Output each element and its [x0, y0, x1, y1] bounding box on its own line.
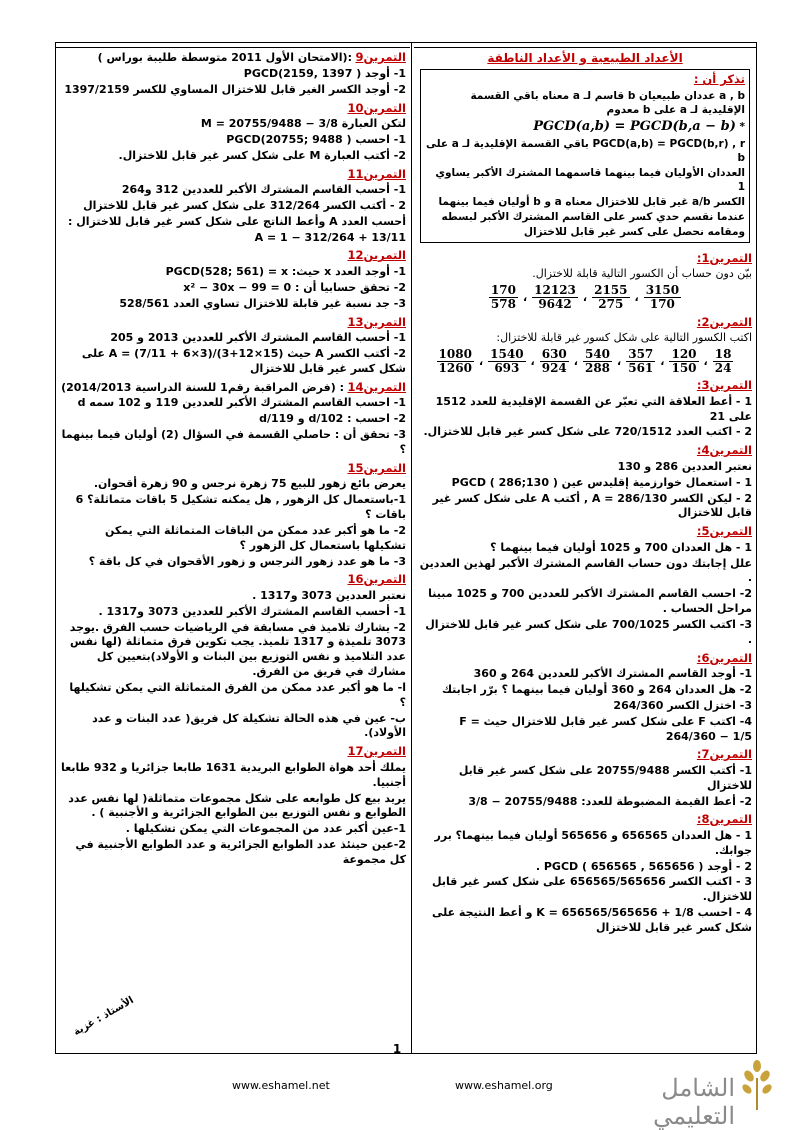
fraction-numerator: 1080	[438, 346, 472, 361]
fraction-numerator: 357	[628, 346, 654, 361]
question: نعتبر العددين 286 و 130	[617, 459, 752, 473]
separator: ،	[703, 354, 708, 368]
fraction-denominator: 693	[494, 361, 520, 376]
worksheet-page	[55, 42, 757, 1054]
fraction-denominator: 1260	[438, 361, 472, 376]
fraction	[437, 348, 474, 375]
fraction-denominator: 924	[541, 361, 567, 376]
exercise-17	[60, 744, 406, 867]
exercise-title: التمرين6:	[696, 650, 752, 665]
fraction	[644, 284, 681, 311]
brand-logo-block	[575, 1058, 775, 1130]
exercise-title: التمرين11	[347, 166, 406, 181]
question: 3- اختزل الكسر 264/360	[613, 698, 752, 712]
question: 2 - أوجد ( PGCD ( 656565 , 565656 .	[535, 859, 752, 873]
top-rule	[56, 43, 410, 48]
question: نعتبر العددين 3073 و1317 .	[252, 588, 406, 602]
question: 3- جد نسبة غير قابلة للاختزال تساوي العدد 528/561	[119, 296, 406, 310]
question: 1 - هل العددان 656565 و 565656 أوليان فيما بينهما؟ برر جوابك.	[434, 828, 752, 857]
question: 2-عين حينئذ عدد الطوابع الجزائرية و عدد الطوابع الأجنبية في كل مجموعة	[75, 838, 406, 866]
teacher-stamp: الأستاذ : غزية	[71, 994, 136, 1039]
fraction-denominator: 275	[598, 297, 624, 312]
question: علل إجابتك دون حساب القاسم المشترك الأكبر لهذين العددين .	[419, 556, 752, 585]
fraction-denominator: 561	[628, 361, 654, 376]
separator: ،	[573, 354, 578, 368]
question: 1- أكتب الكسر 20755/9488 على شكل كسر غير قابل للاختزال	[458, 763, 752, 792]
fraction-numerator: 18	[714, 346, 732, 361]
question: 2- أكتب العبارة M على شكل كسر غير قابل للاختزال.	[118, 148, 406, 162]
fraction	[583, 348, 612, 375]
fraction-numerator: 540	[584, 346, 611, 361]
reminder-heading: تذكر أن :	[693, 72, 745, 87]
exercise-14	[60, 380, 406, 458]
question: 4 - احسب K = 656565/565656 + 1/8 و أعط النتيجة على شكل كسر غير قابل للاختزال	[431, 906, 752, 934]
fraction-row	[418, 348, 752, 375]
reminder-line: العددان الأوليان فيما بينهما قاسمهما المشترك الأكبر يساوي 1	[435, 166, 745, 194]
exercise-title: التمرين15	[347, 460, 406, 475]
separator: ،	[617, 354, 622, 368]
question: 2- أعط القيمة المضبوطة للعدد: 20755/9488 − 3/8	[468, 794, 752, 808]
fraction-numerator: 630	[541, 346, 567, 361]
separator: ،	[582, 290, 588, 304]
fraction-numerator: 1540	[490, 346, 524, 361]
fraction	[488, 348, 525, 375]
left-column	[56, 43, 410, 1053]
reminder-line: a , b عددان طبيعيان b قاسم لـ a معناه باقي القسمة الإقليدية لـ a على b معدوم	[470, 89, 745, 116]
reminder-box	[420, 69, 750, 243]
separator: ،	[522, 290, 528, 304]
fraction	[626, 348, 655, 375]
section-title: الأعداد الطبيعية و الأعداد الناطقة	[487, 51, 683, 65]
exercise-12	[60, 248, 406, 311]
exercise-1	[418, 251, 752, 312]
reminder-line: الكسر a/b غير قابل للاختزال معناه a و b أوليان فيما بينهما	[438, 196, 745, 209]
column-divider	[411, 43, 412, 1053]
question: 1 - استعمال خوارزمية إقليدس عين ( PGCD ( 286;130	[451, 475, 752, 489]
question: 2- هل العددان 264 و 360 أوليان فيما بينهما ؟ برّر اجابتك	[441, 682, 752, 696]
exercise-line: بيّن دون حساب أن الكسور التالية قابلة للاختزال.	[532, 267, 752, 281]
fraction-numerator: 120	[671, 346, 697, 361]
exercise-7	[418, 747, 752, 809]
exercise-title: التمرين5:	[696, 524, 752, 539]
question: 2- أكتب الكسر A حيث A = (7/11 + 6×3)/(3+12×15) على شكل كسر غير قابل للاختزال	[81, 346, 406, 375]
question: 2 - ليكن الكسر A = 286/130 , أكتب A على شكل كسر غير قابل للاختزال	[432, 491, 752, 520]
question: 2- احسب القاسم المشترك الأكبر للعددين 700 و 1025 مبينا مراحل الحساب .	[428, 587, 752, 616]
reminder-line: * PGCD(a,b) = PGCD(b,a − b)	[533, 119, 745, 135]
question: 3- ما هو عدد زهور النرجس و زهور الأقحوان في كل باقة ؟	[88, 554, 406, 568]
exercise-line: اكتب الكسور التالية على شكل كسور غير قابلة للاختزال:	[496, 331, 752, 345]
question: 1- أحسب القاسم المشترك الأكبر للعددين 2013 و 205	[110, 331, 406, 345]
exercise-13	[60, 315, 406, 377]
question: 2- يشارك تلاميذ في مسابقة في الرياضيات حسب الفرق .يوجد 3073 تلميذة و 1317 تلميذ. يجب تكوين فرق متماثلة (لها نفس عدد التلاميذ و نفس التوزيع بين البنات و الأولاد)بتعيين كل مشارك في فريق من الفرق.	[69, 620, 406, 679]
separator: ،	[634, 290, 639, 304]
exercise-title: التمرين7:	[696, 747, 752, 762]
fraction-numerator: 170	[490, 283, 516, 298]
exercise-16	[60, 572, 406, 741]
exercise-6	[418, 651, 752, 745]
exercise-title: التمرين8:	[696, 812, 752, 827]
question: يريد بيع كل طوابعه على شكل مجموعات متماثلة( لها نفس عدد الطوابع و نفس التوزيع بين الطوابع الجزائرية و الأجنبية ) .	[68, 791, 406, 820]
footer-link-org[interactable]: www.eshamel.org	[455, 1079, 553, 1092]
exercise-10	[60, 101, 406, 164]
exercise-15	[60, 461, 406, 570]
exercise-9	[60, 50, 406, 98]
fraction-denominator: 24	[714, 361, 732, 376]
question: 1 - هل العددان 700 و 1025 أوليان فيما بينهما ؟	[490, 540, 752, 554]
question: 1-باستعمال كل الزهور , هل يمكنه تشكيل 5 باقات متماثلة؟ 6 باقات ؟	[75, 493, 406, 521]
fraction-row	[418, 284, 752, 311]
exercise-title: التمرين12	[347, 248, 406, 263]
fraction-denominator: 288	[584, 361, 611, 376]
question: 4- اكتب F على شكل كسر غير قابل للاختزال حيث F = 264/360 − 1/5	[459, 714, 752, 743]
question: أحسب العدد A وأعط الناتج على شكل كسر غير قابل للاختزال :	[68, 214, 406, 228]
fraction-denominator: 9642	[538, 297, 572, 312]
question: 2- تحقق حسابيا أن : x² − 30x − 99 = 0	[183, 280, 406, 294]
reminder-line: عندما نقسم حدي كسر على القاسم المشترك الأكبر لبسطه ومقامه نحصل على كسر غير قابل للاختزال	[441, 211, 745, 238]
exercise-11	[60, 167, 406, 246]
exercise-title: التمرين10	[347, 100, 406, 115]
exercise-title: التمرين13	[347, 314, 406, 329]
exercise-5	[418, 524, 752, 647]
exercise-title: التمرين9	[355, 50, 406, 64]
fraction	[669, 348, 698, 375]
exercise-title: التمرين16	[347, 572, 406, 587]
exercise-title: التمرين3:	[696, 378, 752, 393]
question: 1- أحسب القاسم المشترك الأكبر للعددين 3073 و1317 .	[98, 604, 406, 618]
exercise-title: التمرين2:	[696, 314, 752, 329]
page-number: 1	[392, 1042, 402, 1056]
question: يملك أحد هواة الطوابع البريدية 1631 طابعا جزائريا و 932 طابعا أجنبيا.	[61, 760, 406, 789]
question: 2- أوجد الكسر الغير قابل للاختزال المساوي للكسر 1397/2159	[64, 82, 406, 96]
question: 1 - أعط العلاقة التي تعبّر عن القسمة الإقليدية للعدد 1512 على 21	[435, 394, 752, 423]
question: 3- تحقق أن : حاصلي القسمة في السؤال (2) أوليان فيما بينهما ؟	[61, 428, 406, 456]
question: 1- احسب ( PGCD(20755; 9488	[226, 132, 406, 146]
fraction	[532, 284, 578, 311]
exercise-title: التمرين17	[347, 744, 406, 759]
fraction-numerator: 12123	[534, 283, 576, 298]
exercise-8	[418, 812, 752, 935]
tree-icon	[739, 1058, 775, 1113]
fraction-numerator: 2155	[594, 283, 628, 298]
fraction-numerator: 3150	[645, 283, 680, 298]
question: 1- أوجد العدد x حيث: PGCD(528; 561) = x	[165, 264, 406, 278]
exercise-3	[418, 378, 752, 440]
fraction-denominator: 170	[649, 297, 675, 312]
question: 3 - اكتب الكسر 656565/565656 على شكل كسر غير قابل للاختزال.	[432, 875, 752, 904]
question: لتكن العبارة M = 20755/9488 − 3/8	[200, 117, 406, 131]
fraction	[713, 348, 734, 375]
question: 2- ما هو أكبر عدد ممكن من الباقات المتماثلة التي يمكن تشكيلها باستعمال كل الزهور ؟	[105, 523, 406, 552]
exercise-title: التمرين4:	[696, 443, 752, 458]
question: 3- اكتب الكسر 700/1025 على شكل كسر غير قابل للاختزال .	[425, 617, 752, 646]
fraction	[592, 284, 629, 311]
question: 1- أوجد ( PGCD(2159, 1397	[243, 66, 406, 80]
fraction	[540, 348, 569, 375]
fraction-denominator: 578	[490, 297, 516, 312]
question: 1-عين أكبر عدد من المجموعات التي يمكن تشكيلها .	[125, 822, 406, 836]
question: A = 1 − 312/264 + 13/11	[254, 230, 406, 244]
question: ا- ما هو أكبر عدد ممكن من الفرق المتماثلة التي يمكن تشكيلها ؟	[69, 680, 406, 709]
question: 1- أحسب القاسم المشترك الأكبر للعددين 312 و264	[121, 183, 406, 197]
question: يعرض بائع زهور للبيع 75 زهرة نرجس و 90 زهرة أقحوان.	[93, 477, 406, 491]
question: 2 - أكتب الكسر 312/264 على شكل كسر غير قابل للاختزال	[83, 198, 406, 212]
footer-link-net[interactable]: www.eshamel.net	[232, 1079, 330, 1092]
right-column	[414, 43, 756, 1053]
question: ب- عين في هذه الحالة تشكيلة كل فريق( عدد البنات و عدد الأولاد).	[92, 711, 406, 740]
separator: ،	[660, 354, 665, 368]
question: 2- احسب : 102/d و 119/d	[259, 412, 406, 426]
question: 1- احسب القاسم المشترك الأكبر للعددين 119 و 102 سمه d	[77, 396, 406, 410]
top-rule	[414, 43, 756, 48]
exercise-title: التمرين14	[347, 379, 406, 394]
reminder-line: PGCD(a,b) = PGCD(b,r) , r باقي القسمة الإقليدية لـ a على b	[426, 137, 745, 164]
exercise-note: : (فرض المراقبة رقم1 للسنة الدراسية 2014/2013)	[61, 380, 344, 394]
separator: ،	[478, 354, 484, 368]
brand-name: الشامل التعليمي	[653, 1074, 735, 1130]
exercise-2	[418, 315, 752, 376]
fraction	[489, 284, 518, 311]
exercise-4	[418, 443, 752, 521]
question: 1- أوجد القاسم المشترك الأكبر للعددين 264 و 360	[473, 667, 752, 681]
separator: ،	[530, 354, 535, 368]
exercise-title: التمرين1:	[696, 250, 752, 265]
question: 2 - اكتب العدد 720/1512 على شكل كسر غير قابل للاختزال.	[423, 425, 752, 439]
exercise-note: :(الامتحان الأول 2011 متوسطة طليبة بوراس )	[97, 51, 352, 64]
fraction-denominator: 150	[671, 361, 697, 376]
